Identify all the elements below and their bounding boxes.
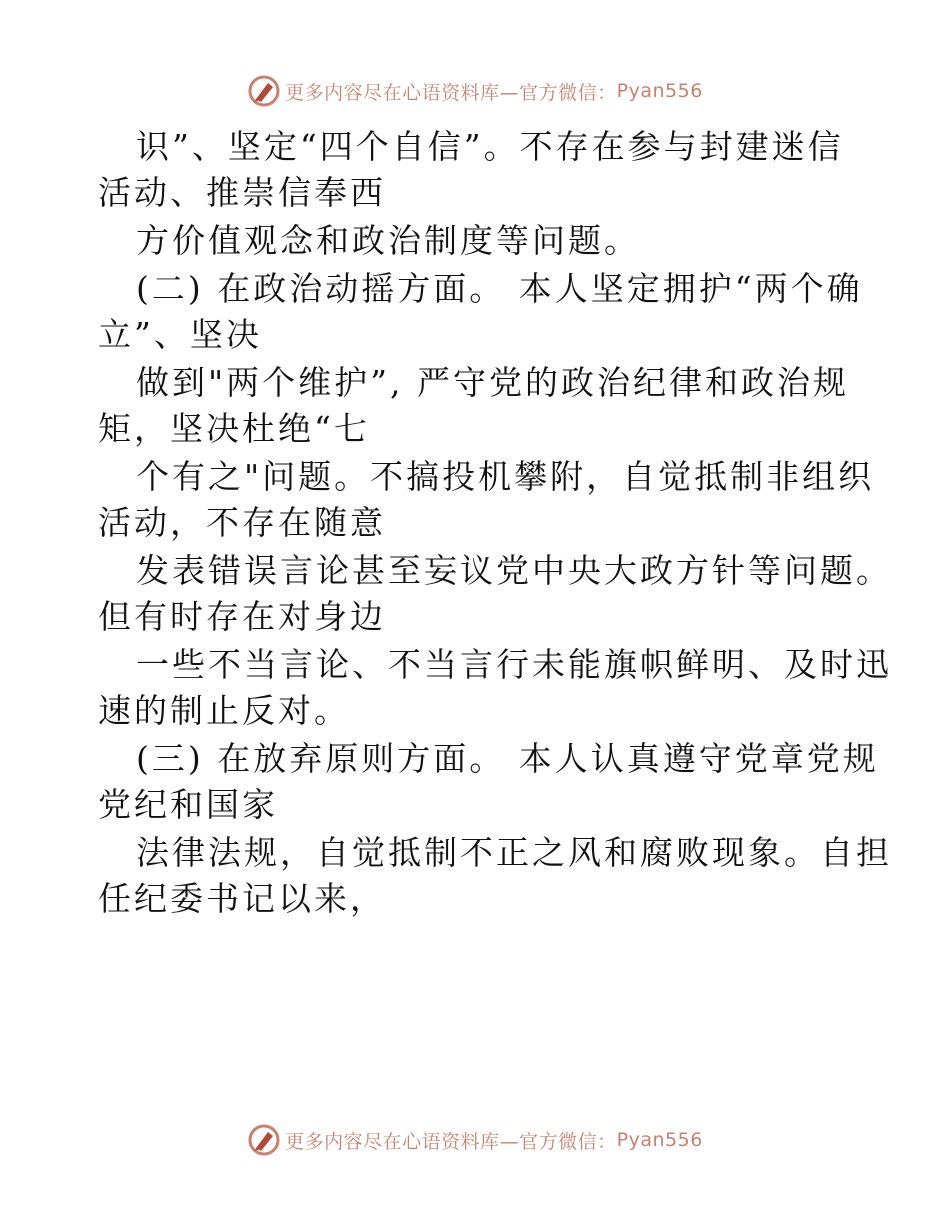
paragraph: [98, 642, 892, 734]
text-line: 党纪和国家: [98, 785, 278, 824]
pen-nib-logo-icon: [247, 1123, 281, 1157]
text-line: 立”、坚决: [98, 315, 262, 354]
document-body: [98, 124, 892, 924]
text-line: 法律法规，自觉抵制不正之风和腐败现象。自担: [136, 833, 892, 872]
paragraph: [98, 454, 875, 546]
paragraph: [98, 266, 863, 358]
text-line: 发表错误言论甚至妄议党中央大政方针等问题。: [136, 551, 892, 590]
text-line: 个有之"问题。不搞投机攀附，自觉抵制非组织: [136, 457, 875, 496]
paragraph: [98, 218, 858, 264]
text-line: 活动、推崇信奉西: [98, 173, 386, 212]
text-line: 活动，不存在随意: [98, 503, 386, 542]
pen-nib-logo-icon: [247, 74, 281, 108]
text-line: 速的制止反对。: [98, 691, 350, 730]
text-line: 但有时存在对身边: [98, 597, 386, 636]
text-line: 一些不当言论、不当言行未能旗帜鲜明、及时迅: [136, 645, 892, 684]
text-line: 方价值观念和政治制度等问题。: [136, 221, 640, 260]
text-line: 做到"两个维护”, 严守党的政治纪律和政治规: [136, 363, 850, 402]
paragraph: [98, 548, 892, 640]
paragraph: [98, 736, 879, 828]
text-line: (三) 在放弃原则方面。 本人认真遵守党章党规: [136, 739, 879, 778]
text-line: 任纪委书记以来，: [98, 879, 386, 918]
footer-watermark: [0, 1120, 950, 1160]
watermark-wechat-id: Pyan556: [616, 1129, 703, 1151]
text-line: 矩，坚决杜绝“七: [98, 409, 370, 448]
paragraph: [98, 360, 858, 452]
paragraph: [98, 830, 892, 922]
text-line: 识”、坚定“四个自信”。不存在参与封建迷信: [136, 127, 844, 166]
watermark-text: 更多内容尽在心语资料库—官方微信：: [285, 81, 617, 104]
watermark-text: 更多内容尽在心语资料库—官方微信：: [285, 1130, 617, 1153]
text-line: (二) 在政治动摇方面。 本人坚定拥护“两个确: [136, 269, 863, 308]
header-watermark: [0, 71, 950, 111]
watermark-wechat-id: Pyan556: [616, 80, 703, 102]
paragraph: [98, 124, 858, 216]
